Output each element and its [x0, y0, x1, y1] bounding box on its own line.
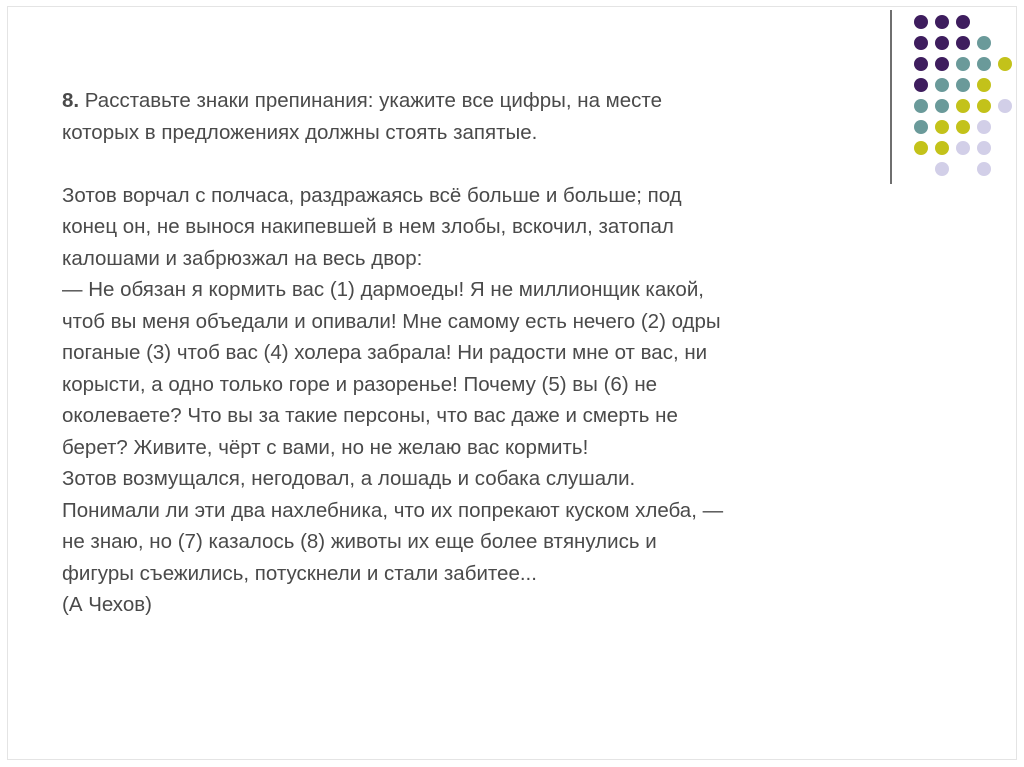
passage-line: поганые (3) чтоб вас (4) холера забрала! Ни радости мне от вас, ни: [62, 341, 708, 364]
passage-line: фигуры съежились, потускнели и стали забитее...: [62, 561, 537, 585]
passage-attribution: (А Чехов): [62, 593, 152, 616]
task-instruction-line-2: которых в предложениях должны стоять запятые.: [62, 120, 538, 144]
passage-line: корысти, а одно только горе и разоренье! Почему (5) вы (6) не: [62, 372, 658, 396]
passage-line: берет? Живите, чёрт с вами, но не желаю вас кормить!: [62, 435, 589, 459]
passage-line: Понимали ли эти два нахлебника, что их попрекают куском хлеба, —: [62, 498, 724, 522]
passage-line: чтоб вы меня объедали и опивали! Мне самому есть нечего (2) одры: [62, 309, 721, 333]
task-instruction-text: Расставьте знаки препинания: укажите все цифры, на месте: [79, 89, 662, 112]
passage-line: — Не обязан я кормить вас (1) дармоеды! Я не миллионщик какой,: [62, 278, 704, 301]
passage-line: околеваете? Что вы за такие персоны, что вас даже и смерть не: [62, 404, 678, 427]
passage-line: Зотов возмущался, негодовал, а лошадь и собака слушали.: [62, 467, 636, 490]
task-number: 8.: [62, 89, 80, 112]
passage-line: калошами и забрюзжал на весь двор:: [62, 246, 423, 270]
passage-line: конец он, не вынося накипевшей в нем злобы, вскочил, затопал: [62, 215, 674, 238]
task-instruction-line-1: [62, 85, 902, 117]
slide-text: [62, 85, 902, 621]
passage-line: Зотов ворчал с полчаса, раздражаясь всё больше и больше; под: [62, 183, 682, 207]
passage-line: не знаю, но (7) казалось (8) животы их еще более втянулись и: [62, 530, 657, 553]
paragraph-gap: [62, 148, 902, 180]
